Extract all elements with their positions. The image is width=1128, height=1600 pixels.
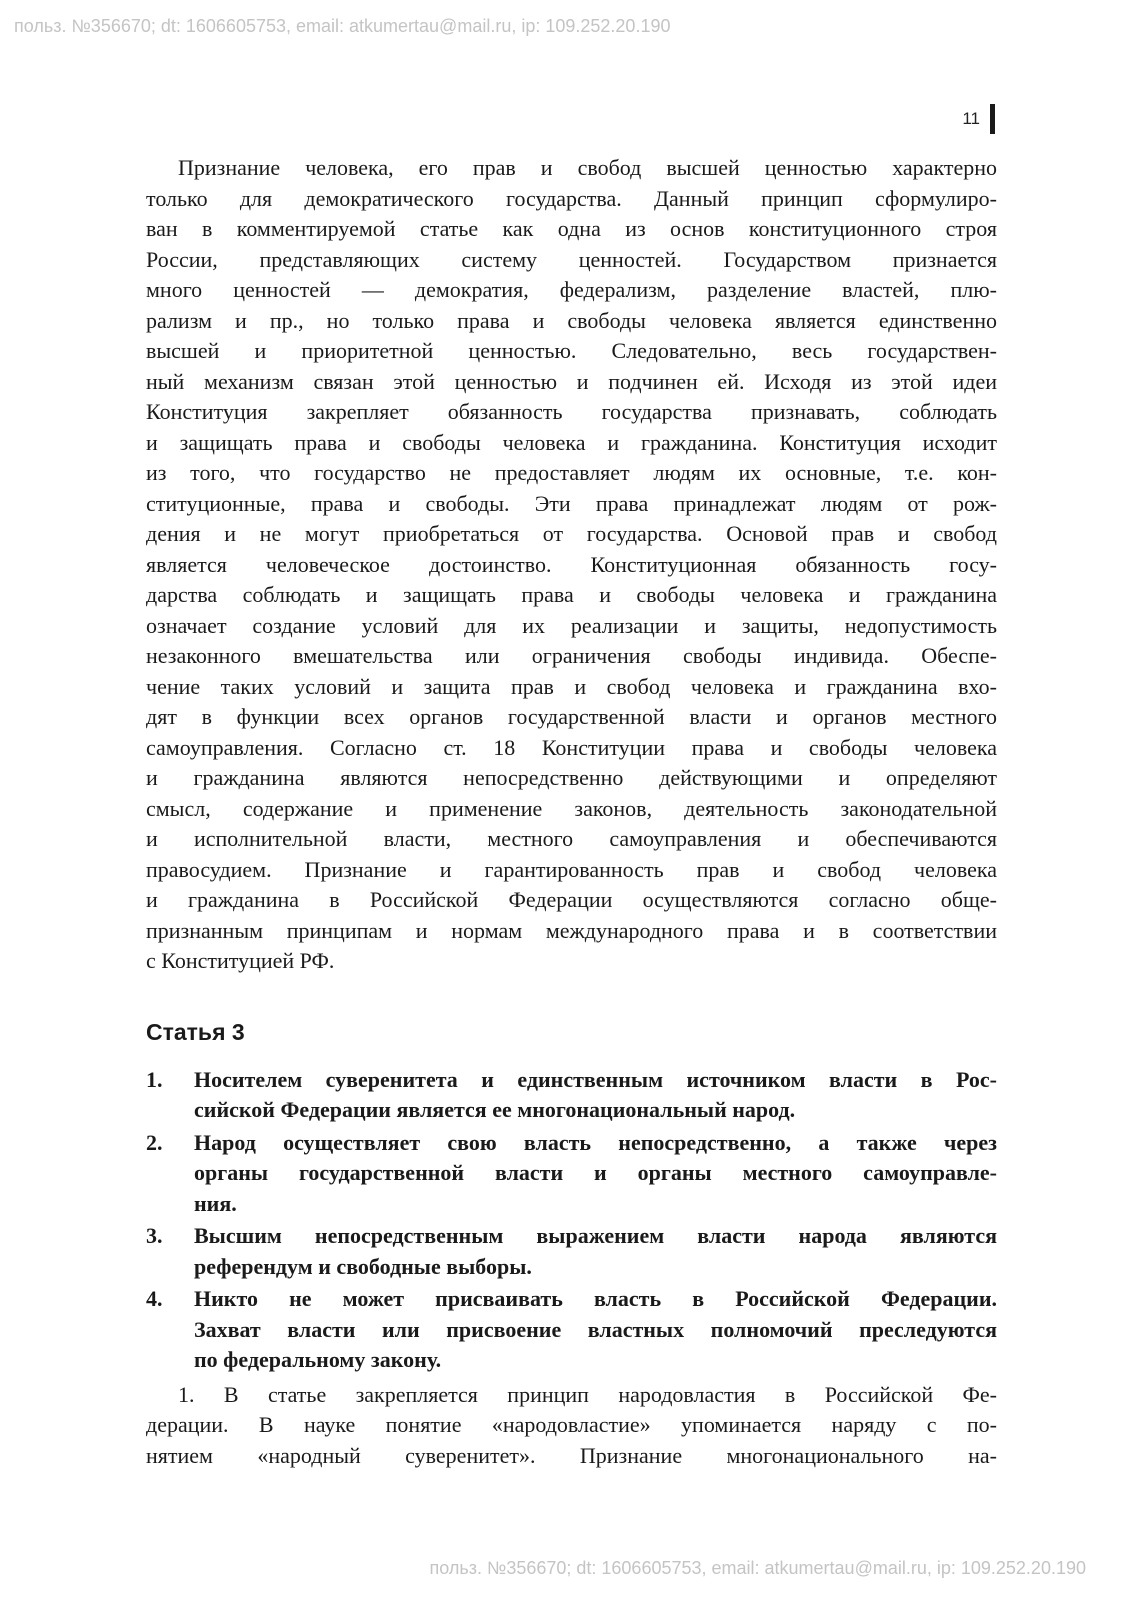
text-line: из того, что государство не предоставляет людям их основные, т.е. кон- [146, 460, 997, 485]
text-line: органы государственной власти и органы местного самоуправле- [194, 1160, 997, 1185]
text-line: с Конституцией РФ. [146, 948, 335, 973]
article-item-number: 1. [146, 1066, 163, 1092]
article-heading: Статья 3 [146, 1018, 245, 1045]
article-item-text [194, 1284, 997, 1376]
text-line: нятием «народный суверенитет». Признание многонационального на- [146, 1442, 997, 1468]
text-line: ституционные, права и свободы. Эти права принадлежат людям от рож- [146, 490, 997, 516]
text-line: незаконного вмешательства или ограничения свободы индивида. Обеспе- [146, 643, 997, 668]
article-items-list [146, 1065, 997, 1376]
text-line: референдум и свободные выборы. [194, 1253, 532, 1279]
text-line: только для демократического государства. Данный принцип сформулиро- [146, 185, 997, 211]
article-item [146, 1128, 997, 1220]
text-line: дят в функции всех органов государственной власти и органов местного [146, 704, 997, 729]
article-item [146, 1065, 997, 1126]
text-line: ный механизм связан этой ценностью и подчинен ей. Исходя из этой идеи [146, 368, 997, 394]
text-line: высшей и приоритетной ценностью. Следовательно, весь государствен- [146, 338, 997, 363]
text-line: Захват власти или присвоение властных полномочий преследуются [194, 1316, 997, 1342]
text-line: Носителем суверенитета и единственным источником власти в Рос- [194, 1066, 997, 1092]
text-line: и защищать права и свободы человека и гражданина. Конституция исходит [146, 429, 997, 455]
text-line: дерации. В науке понятие «народовластие» упоминается наряду с по- [146, 1412, 997, 1437]
text-line: и гражданина являются непосредственно действующими и определяют [146, 765, 997, 790]
text-line: Конституция закрепляет обязанность государства признавать, соблюдать [146, 399, 997, 424]
text-line: Никто не может присваивать власть в Российской Федерации. [194, 1286, 997, 1311]
page-content [146, 153, 997, 1471]
text-line: 1. В статье закрепляется принцип народовластия в Российской Фе- [178, 1381, 997, 1407]
text-line: Признание человека, его прав и свобод высшей ценностью характерно [178, 155, 997, 180]
article-item-text [194, 1128, 997, 1220]
article-item-number: 2. [146, 1129, 163, 1155]
text-line: чение таких условий и защита прав и свобод человека и гражданина вхо- [146, 673, 997, 699]
article-item-text [194, 1065, 997, 1126]
text-line: России, представляющих систему ценностей. Государством признается [146, 246, 997, 272]
text-line: ния. [194, 1190, 237, 1216]
commentary-start [146, 1380, 997, 1472]
text-line: дения и не могут приобретаться от государства. Основой прав и свобод [146, 521, 997, 546]
page-number: 11 [962, 104, 995, 134]
article-item-number: 4. [146, 1286, 163, 1311]
text-line: самоуправления. Согласно ст. 18 Конституции права и свободы человека [146, 734, 997, 760]
article-item [146, 1221, 997, 1282]
text-line: много ценностей — демократия, федерализм, разделение властей, плю- [146, 277, 997, 302]
text-line: означает создание условий для их реализации и защиты, недопустимость [146, 612, 997, 638]
text-line: признанным принципам и нормам международного права и в соответствии [146, 917, 997, 943]
text-line: сийской Федерации является ее многонациональный народ. [194, 1097, 796, 1122]
text-line: дарства соблюдать и защищать права и свободы человека и гражданина [146, 582, 997, 607]
watermark-top: польз. №356670; dt: 1606605753, email: atkumertau@mail.ru, ip: 109.252.20.190 [14, 16, 671, 36]
text-line: смысл, содержание и применение законов, деятельность законодательной [146, 795, 997, 821]
text-line: и гражданина в Российской Федерации осуществляются согласно обще- [146, 887, 997, 912]
text-line: рализм и пр., но только права и свободы человека является единственно [146, 307, 997, 333]
text-line: ван в комментируемой статье как одна из основ конституционного строя [146, 216, 997, 241]
article-item-number: 3. [146, 1223, 163, 1248]
text-line: и исполнительной власти, местного самоуправления и обеспечиваются [146, 826, 997, 851]
commentary-paragraph [146, 153, 997, 977]
text-line: Высшим непосредственным выражением власти народа являются [194, 1223, 997, 1248]
article-item [146, 1284, 997, 1376]
article-item-text [194, 1221, 997, 1282]
text-line: по федеральному закону. [194, 1347, 442, 1372]
text-line: правосудием. Признание и гарантированность прав и свобод человека [146, 856, 997, 882]
text-line: является человеческое достоинство. Конституционная обязанность госу- [146, 551, 997, 577]
text-line: Народ осуществляет свою власть непосредственно, а также через [194, 1129, 997, 1155]
watermark-bottom: польз. №356670; dt: 1606605753, email: atkumertau@mail.ru, ip: 109.252.20.190 [429, 1558, 1086, 1578]
